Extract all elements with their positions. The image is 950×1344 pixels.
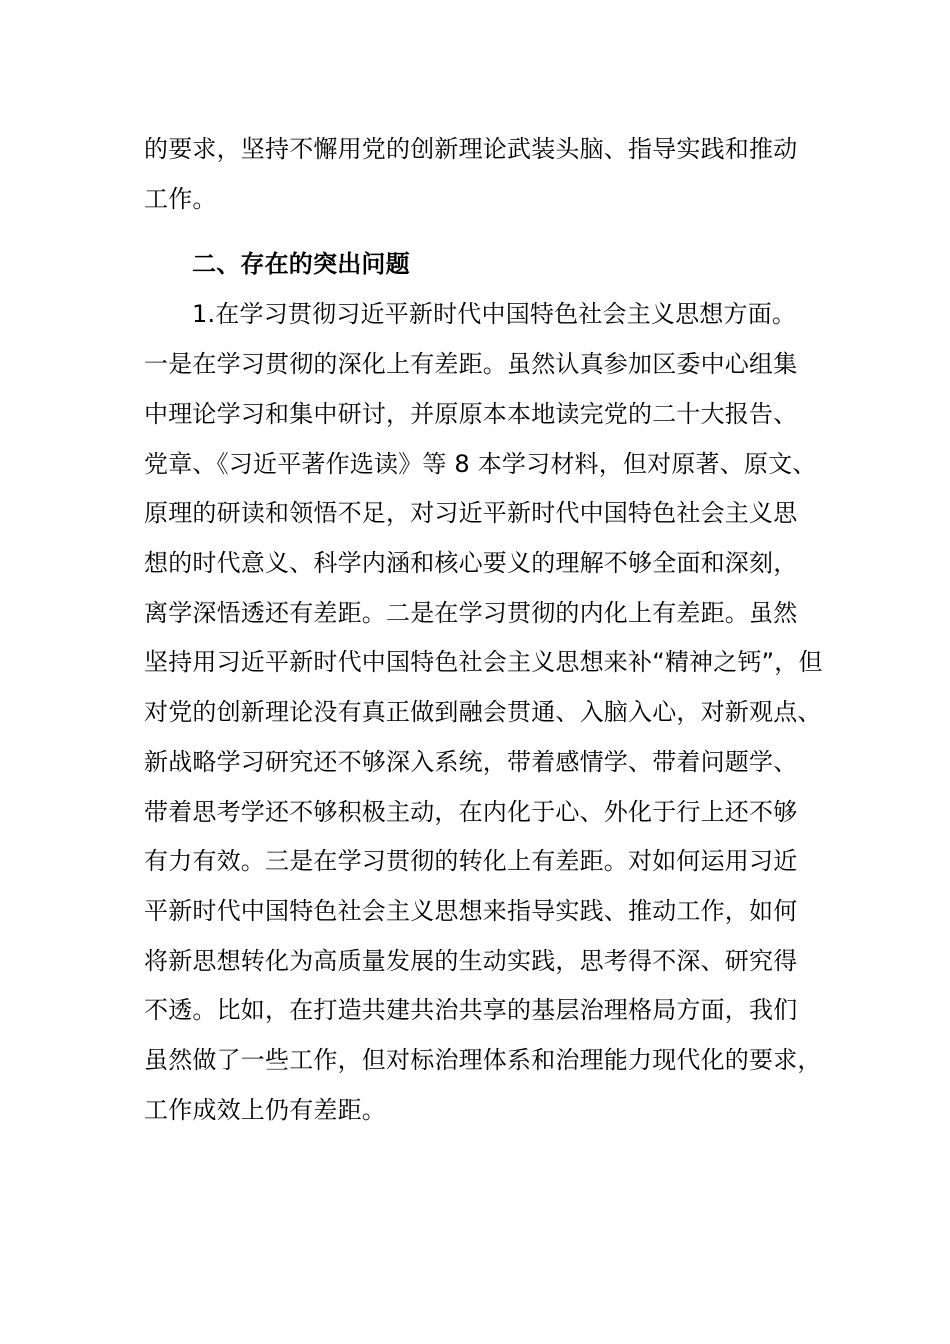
paragraph-line-1: 1.在学习贯彻习近平新时代中国特色社会主义思想方面。 <box>192 300 797 328</box>
paragraph-line-16: 虽然做了一些工作，但对标治理体系和治理能力现代化的要求， <box>144 1046 822 1074</box>
paragraph-line-2: 一是在学习贯彻的深化上有差距。虽然认真参加区委中心组集 <box>144 350 798 378</box>
paragraph-line-13: 平新时代中国特色社会主义思想来指导实践、推动工作，如何 <box>144 897 798 925</box>
paragraph-line-15: 不透。比如，在打造共建共治共享的基层治理格局方面，我们 <box>144 996 798 1024</box>
section-heading: 二、存在的突出问题 <box>192 250 410 278</box>
paragraph-line-3: 中理论学习和集中研讨，并原原本本地读完党的二十大报告、 <box>144 400 798 428</box>
paragraph-line-7: 离学深悟透还有差距。二是在学习贯彻的内化上有差距。虽然 <box>144 599 798 627</box>
paragraph-line-17: 工作成效上仍有差距。 <box>144 1096 386 1124</box>
paragraph-line-14: 将新思想转化为高质量发展的生动实践，思考得不深、研究得 <box>144 947 798 975</box>
paragraph-line-8: 坚持用习近平新时代中国特色社会主义思想来补“精神之钙”，但 <box>144 648 823 676</box>
paragraph-line-12: 有力有效。三是在学习贯彻的转化上有差距。对如何运用习近 <box>144 847 798 875</box>
intro-line-1: 的要求，坚持不懈用党的创新理论武装头脑、指导实践和推动 <box>144 135 798 163</box>
paragraph-line-6: 想的时代意义、科学内涵和核心要义的理解不够全面和深刻， <box>144 549 798 577</box>
paragraph-line-9: 对党的创新理论没有真正做到融会贯通、入脑入心，对新观点、 <box>144 698 822 726</box>
paragraph-line-5: 原理的研读和领悟不足，对习近平新时代中国特色社会主义思 <box>144 499 798 527</box>
paragraph-line-10: 新战略学习研究还不够深入系统，带着感情学、带着问题学、 <box>144 748 798 776</box>
intro-line-2: 工作。 <box>144 185 217 213</box>
paragraph-line-11: 带着思考学还不够积极主动，在内化于心、外化于行上还不够 <box>144 798 798 826</box>
paragraph-line-4: 党章、《习近平著作选读》等 8 本学习材料，但对原著、原文、 <box>144 450 817 478</box>
